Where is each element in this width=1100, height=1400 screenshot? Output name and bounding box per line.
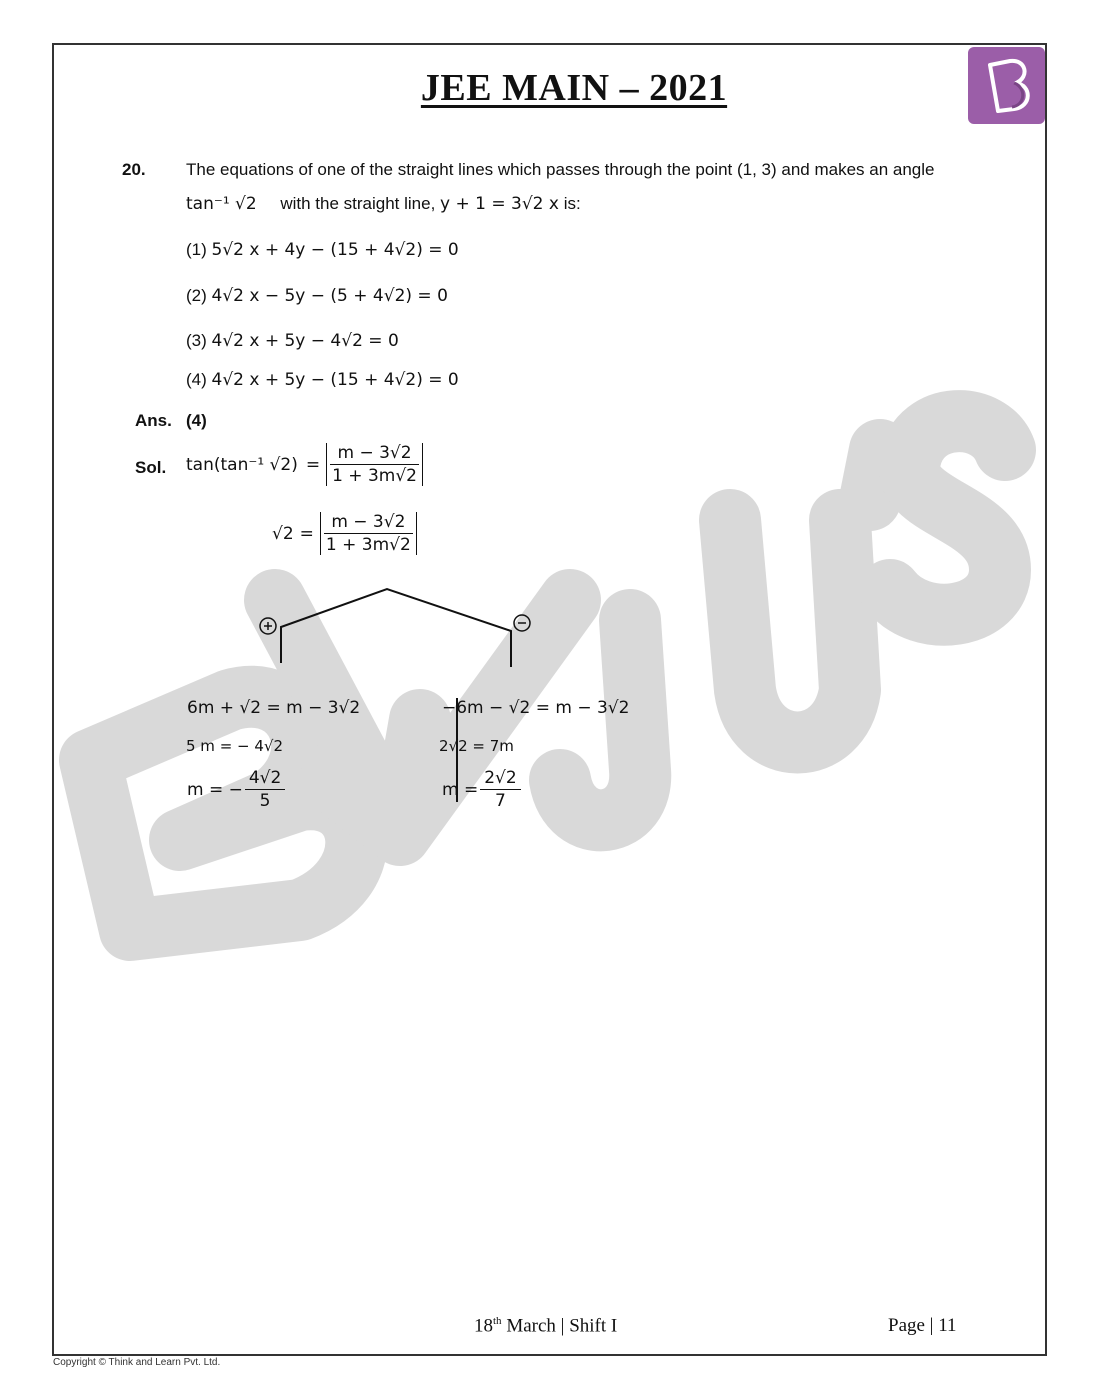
question-text-line1: The equations of one of the straight lines which passes through the point (1, 3) and makes an angle	[186, 160, 935, 179]
fraction-numerator: 4√2	[248, 768, 282, 788]
solution-equation-1: tan(tan⁻¹ √2) = $\frac{m - 3√2}{1 + 3m√2}$	[186, 443, 423, 486]
page-number: Page | 11	[888, 1315, 957, 1336]
left-branch-line-2: 5 m = − 4√2	[186, 737, 284, 755]
equation-lhs: m = −	[187, 779, 243, 800]
solution-equation-2: √2 = $\frac{m - 3√2}{1 + 3m√2}$	[272, 512, 417, 555]
option-label: (2)	[186, 286, 207, 305]
fraction	[247, 768, 283, 811]
fraction-numerator: m − 3√2	[337, 443, 412, 463]
footer-day: 18	[474, 1315, 493, 1337]
fraction-denominator: 1 + 3m√2	[332, 466, 417, 486]
fraction-denominator: 5	[245, 789, 285, 811]
right-branch-line-1: −6m − √2 = m − 3√2	[442, 698, 630, 718]
right-branch-line-2: 2√2 = 7m	[439, 737, 514, 755]
footer-shift: March | Shift I	[501, 1315, 618, 1337]
right-branch-line-3	[442, 768, 519, 811]
footer-day-suffix: th	[493, 1315, 502, 1327]
option-label: (4)	[186, 370, 207, 389]
equation-lhs: √2	[272, 523, 294, 544]
answer-label: Ans.	[135, 411, 172, 430]
footer-date	[474, 1315, 617, 1337]
option-expression: 4√2 x − 5y − (5 + 4√2) = 0	[211, 286, 448, 306]
option-expression: 4√2 x + 5y − (15 + 4√2) = 0	[211, 370, 459, 390]
solution-label: Sol.	[135, 458, 167, 477]
fraction	[482, 768, 518, 811]
fraction-numerator: 2√2	[484, 768, 517, 788]
option-expression: 5√2 x + 4y − (15 + 4√2) = 0	[211, 240, 459, 260]
line-equation: y + 1 = 3√2 x	[440, 194, 559, 214]
equation-lhs: m =	[442, 779, 479, 800]
option-label: (3)	[186, 331, 207, 350]
question-text-end: is:	[563, 194, 581, 213]
page-title: JEE MAIN – 2021	[420, 67, 728, 109]
option-expression: 4√2 x + 5y − 4√2 = 0	[211, 331, 399, 351]
question-number: 20.	[122, 160, 146, 179]
copyright-notice: Copyright © Think and Learn Pvt. Ltd.	[53, 1357, 221, 1368]
fraction-denominator: 7	[480, 789, 520, 811]
fraction-denominator: 1 + 3m√2	[325, 535, 411, 555]
left-branch-line-1: 6m + √2 = m − 3√2	[187, 698, 361, 718]
fraction-numerator: m − 3√2	[331, 512, 406, 532]
question-text-mid: with the straight line,	[280, 194, 436, 213]
equation-lhs: tan(tan⁻¹ √2)	[186, 454, 298, 475]
answer-value: (4)	[186, 411, 207, 430]
left-branch-line-3	[187, 768, 283, 811]
angle-expression: tan⁻¹ √2	[186, 194, 257, 214]
option-label: (1)	[186, 240, 207, 259]
